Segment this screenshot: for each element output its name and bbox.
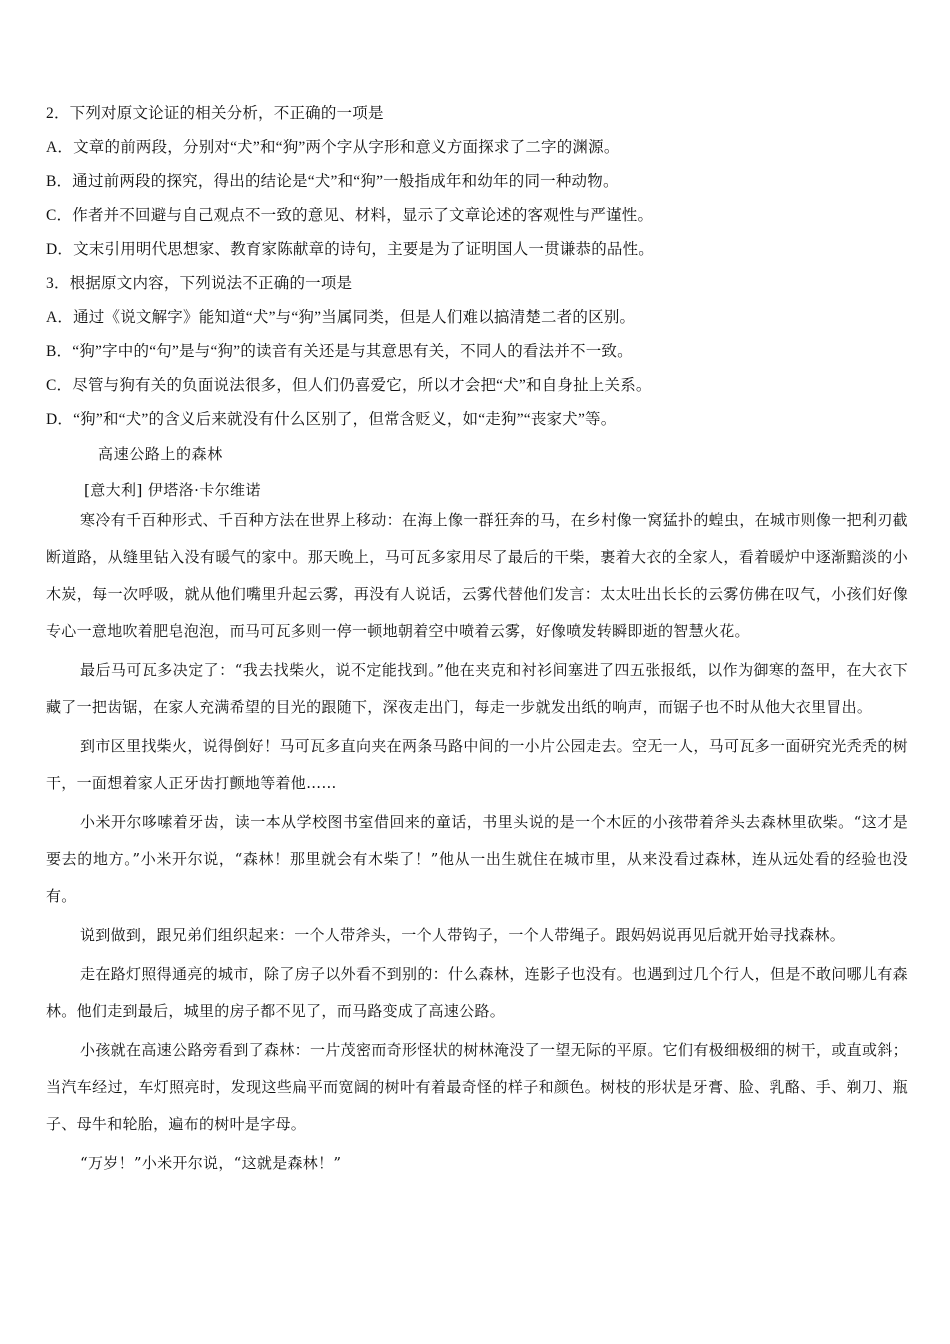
story-author: [意大利] 伊塔洛·卡尔维诺	[84, 481, 261, 499]
story-paragraph-1: 寒冷有千百种形式、千百种方法在世界上移动：在海上像一群狂奔的马，在乡村像一窝猛扑的蝗虫，在城市则像一把利刃截断道路，从缝里钻入没有暖气的家中。那天晚上，马可瓦多家用尽了最后的干柴，裹着大衣的全家人，看着暖炉中逐渐黯淡的小木炭，每一次呼吸，就从他们嘴里升起云雾，再没有人说话，云雾代替他们发言：太太吐出长长的云雾仿佛在叹气，小孩们好像专心一意地吹着肥皂泡泡，而马可瓦多则一停一顿地朝着空中喷着云雾，好像喷发转瞬即逝的智慧火花。	[46, 511, 908, 640]
story-paragraph-4: 小米开尔哆嗦着牙齿，读一本从学校图书室借回来的童话，书里头说的是一个木匠的小孩带着斧头去森林里砍柴。“这才是要去的地方。”小米开尔说，“森林！那里就会有木柴了！”他从一出生就住在城市里，从来没看过森林，连从远处看的经验也没有。	[46, 813, 908, 905]
story-paragraph-7: 小孩就在高速公路旁看到了森林：一片茂密而奇形怪状的树林淹没了一望无际的平原。它们有极细极细的树干，或直或斜；当汽车经过，车灯照亮时，发现这些扁平而宽阔的树叶有着最奇怪的样子和颜色。树枝的形状是牙膏、脸、乳酪、手、剃刀、瓶子、母牛和轮胎，遍布的树叶是字母。	[46, 1041, 908, 1133]
question-2-option-d: D．文末引用明代思想家、教育家陈献章的诗句，主要是为了证明国人一贯谦恭的品性。	[46, 241, 654, 258]
question-2-option-c: C．作者并不回避与自己观点不一致的意见、材料，显示了文章论述的客观性与严谨性。	[46, 207, 654, 224]
story-body	[46, 502, 908, 1184]
story-paragraph-2: 最后马可瓦多决定了：“我去找柴火，说不定能找到。”他在夹克和衬衫间塞进了四五张报纸，以作为御寒的盔甲，在大衣下藏了一把齿锯，在家人充满希望的目光的跟随下，深夜走出门，每走一步就发出纸的响声，而锯子也不时从他大衣里冒出。	[46, 661, 908, 716]
question-3-option-c: C．尽管与狗有关的负面说法很多，但人们仍喜爱它，所以才会把“犬”和自身扯上关系。	[46, 377, 652, 394]
question-2-option-a: A．文章的前两段，分别对“犬”和“狗”两个字从字形和意义方面探求了二字的渊源。	[46, 139, 620, 156]
question-3-option-a: A．通过《说文解字》能知道“犬”与“狗”当属同类，但是人们难以搞清楚二者的区别。	[46, 309, 636, 326]
story-paragraph-5: 说到做到，跟兄弟们组织起来：一个人带斧头，一个人带钩子，一个人带绳子。跟妈妈说再见后就开始寻找森林。	[80, 926, 846, 944]
story-title: 高速公路上的森林	[98, 445, 223, 463]
story-paragraph-6: 走在路灯照得通亮的城市，除了房子以外看不到别的：什么森林，连影子也没有。也遇到过几个行人，但是不敢问哪儿有森林。他们走到最后，城里的房子都不见了，而马路变成了高速公路。	[46, 965, 908, 1020]
story-paragraph-3: 到市区里找柴火，说得倒好！马可瓦多直向夹在两条马路中间的一小片公园走去。空无一人，马可瓦多一面研究光秃秃的树干，一面想着家人正牙齿打颤地等着他……	[46, 737, 908, 792]
question-3-option-d: D．“狗”和“犬”的含义后来就没有什么区别了，但常含贬义，如“走狗”“丧家犬”等。	[46, 411, 617, 428]
question-3-stem: 3．根据原文内容，下列说法不正确的一项是	[46, 275, 353, 292]
story-paragraph-8: “万岁！”小米开尔说，“这就是森林！”	[80, 1154, 342, 1172]
question-3-option-b: B．“狗”字中的“句”是与“狗”的读音有关还是与其意思有关，不同人的看法并不一致。	[46, 343, 633, 360]
question-2-stem: 2．下列对原文论证的相关分析，不正确的一项是	[46, 105, 384, 122]
question-2-option-b: B．通过前两段的探究，得出的结论是“犬”和“狗”一般指成年和幼年的同一种动物。	[46, 173, 619, 190]
